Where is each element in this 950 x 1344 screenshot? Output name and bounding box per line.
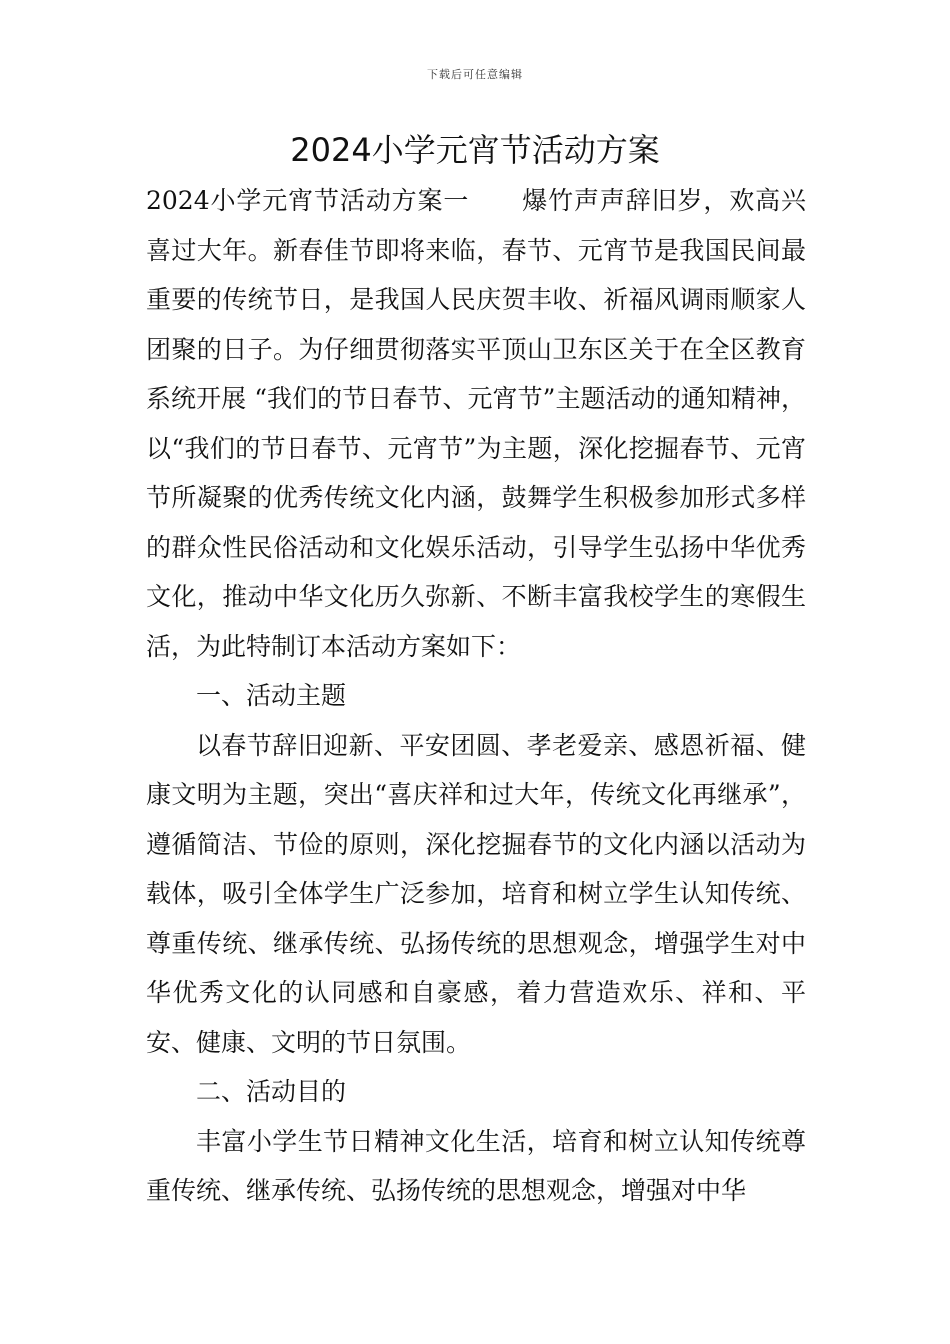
page-header-note: 下载后可任意编辑	[427, 68, 523, 81]
section-paragraph-1: 以春节辞旧迎新、平安团圆、孝老爱亲、感恩祈福、健康文明为主题，突出“喜庆祥和过大年，传统文化再继承”，遵循简洁、节俭的原则，深化挖掘春节的文化内涵以活动为载体，吸引全体学生广泛参加，培育和树立学生认知传统、尊重传统、继承传统、弘扬传统的思想观念，增强学生对中华优秀文化的认同感和自豪感，着力营造欢乐、祥和、平安、健康、文明的节日氛围。	[146, 730, 806, 1057]
section-heading-1: 一、活动主题	[196, 681, 347, 710]
intro-paragraph	[146, 176, 806, 671]
section-heading-2: 二、活动目的	[196, 1077, 347, 1106]
section-paragraph-2: 丰富小学生节日精神文化生活，培育和树立认知传统尊重传统、继承传统、弘扬传统的思想观念，增强对中华	[146, 1126, 806, 1205]
intro-text: 爆竹声声辞旧岁，欢高兴喜过大年。新春佳节即将来临，春节、元宵节是我国民间最重要的传统节日，是我国人民庆贺丰收、祈福风调雨顺家人团聚的日子。为仔细贯彻落实平顶山卫东区关于在全区教育系统开展 “我们的节日春节、元宵节”主题活动的通知精神，以“我们的节日春节、元宵节”为主题，深化挖掘春节、元宵节所凝聚的优秀传统文化内涵，鼓舞学生积极参加形式多样的群众性民俗活动和文化娱乐活动，引导学生弘扬中华优秀文化，推动中华文化历久弥新、不断丰富我校学生的寒假生活，为此特制订本活动方案如下：	[146, 186, 806, 661]
intro-heading: 2024小学元宵节活动方案一	[146, 186, 470, 215]
document-body	[146, 176, 806, 1216]
document-title: 2024小学元宵节活动方案	[290, 131, 660, 169]
